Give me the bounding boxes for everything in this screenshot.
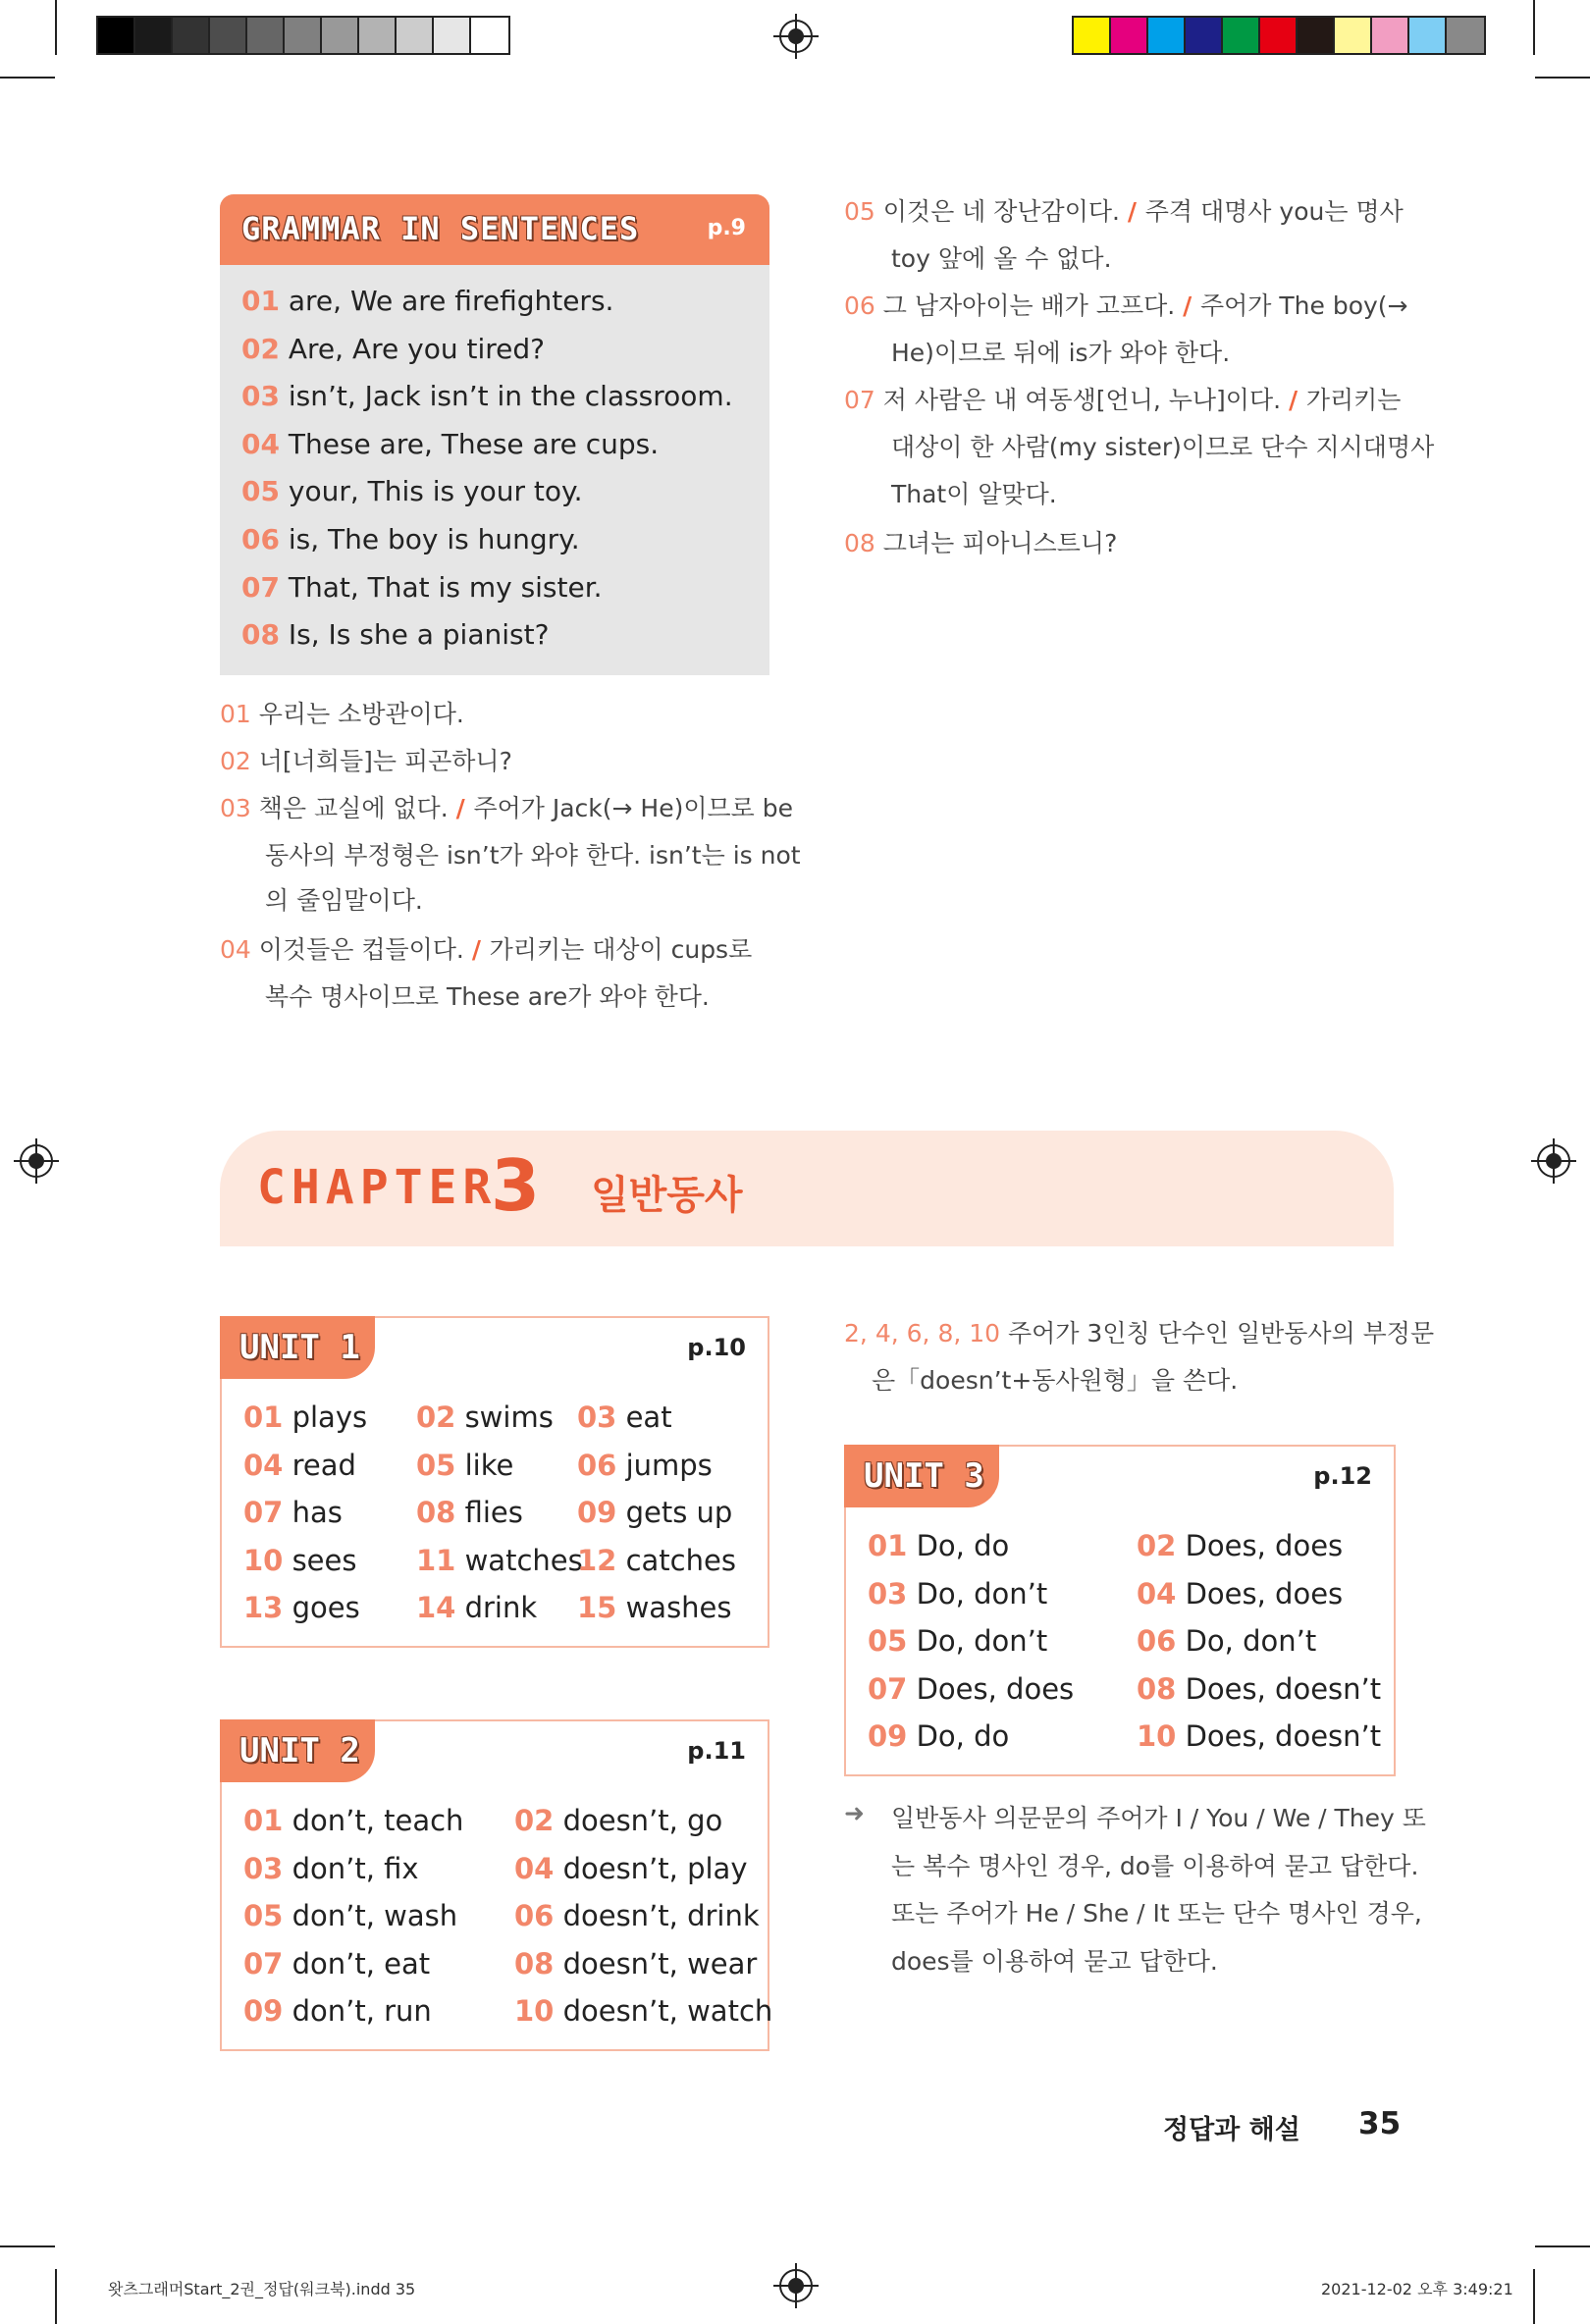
answer-text: These are, These are cups.	[288, 427, 660, 460]
answer-cell	[577, 1496, 732, 1529]
gray-swatch	[359, 18, 397, 53]
answer-text: goes	[292, 1591, 360, 1624]
item-number: 06	[514, 1899, 555, 1932]
item-number: 08	[514, 1946, 555, 1981]
note-line: 또는 주어가 He / She / It 또는 단수 명사인 경우,	[891, 1899, 1422, 1928]
item-number: 09	[577, 1496, 617, 1529]
explanation-text: 우리는 소방관이다.	[258, 700, 464, 728]
answer-text: doesn’t, watch	[562, 1994, 773, 2028]
answer-text: flies	[464, 1496, 523, 1529]
unit-label: UNIT 3	[864, 1456, 984, 1496]
item-number: 04	[514, 1851, 555, 1885]
slash-divider: /	[1127, 197, 1145, 226]
answer-cell	[514, 1947, 757, 1981]
unit-label: UNIT 1	[239, 1328, 360, 1367]
unit1-box	[220, 1316, 769, 1648]
item-number: 11	[416, 1543, 456, 1577]
answer-cell	[243, 1994, 432, 2028]
item-number: 02	[416, 1400, 456, 1434]
answer-cell	[416, 1449, 513, 1482]
answer-line	[241, 523, 580, 555]
gray-swatch	[247, 18, 285, 53]
answer-cell	[868, 1624, 1047, 1658]
answer-cell	[416, 1400, 554, 1434]
note-line: 일반동사 의문문의 주어가 I / You / We / They 또	[891, 1804, 1426, 1832]
item-number: 04	[243, 1448, 284, 1482]
slash-divider: /	[1183, 291, 1200, 320]
page-reference: p.12	[1313, 1462, 1372, 1490]
explanation-text: 주어가 Jack(→ He)이므로 be	[473, 794, 793, 822]
answer-line	[241, 475, 582, 507]
chapter-banner	[220, 1131, 1394, 1246]
explanation-line	[891, 239, 1112, 275]
color-swatch	[1260, 18, 1298, 53]
answer-text: are, We are firefighters.	[288, 285, 614, 317]
explanation-text: 복수 명사이므로 These are가 와야 한다.	[265, 982, 710, 1011]
answer-cell	[243, 1496, 343, 1529]
registration-mark-bottom	[779, 2269, 813, 2302]
answer-cell	[868, 1672, 1074, 1706]
answer-cell	[577, 1591, 732, 1624]
registration-mark-right	[1537, 1144, 1570, 1178]
item-number: 03	[577, 1400, 617, 1434]
item-number: 08	[241, 618, 280, 652]
item-number: 05	[243, 1899, 284, 1932]
answer-cell	[577, 1544, 736, 1577]
answer-cell	[868, 1529, 1009, 1562]
explanation-line	[844, 524, 1117, 559]
grammar-in-sentences-header	[220, 194, 769, 265]
gray-swatch	[397, 18, 434, 53]
answer-text: jumps	[625, 1448, 713, 1482]
chapter-title: 일반동사	[591, 1173, 743, 1218]
note-number: 2	[844, 1319, 860, 1347]
answer-text: sees	[292, 1543, 357, 1577]
item-number: 03	[241, 380, 280, 413]
answer-cell	[243, 1852, 419, 1885]
answer-text: read	[292, 1448, 356, 1482]
item-number: 05	[416, 1448, 456, 1482]
page-reference: p.9	[707, 216, 746, 240]
explanation-text: 가리키는	[1305, 386, 1402, 414]
answer-cell	[868, 1577, 1047, 1611]
unit2-note-line1	[844, 1314, 1434, 1349]
answer-text: doesn’t, drink	[562, 1899, 760, 1932]
answer-cell	[577, 1400, 672, 1434]
answer-text: Does, doesn’t	[1185, 1719, 1382, 1753]
explanation-line	[265, 836, 801, 872]
item-number: 05	[844, 197, 875, 226]
item-number: 04	[241, 427, 280, 460]
note-number: 8	[937, 1319, 954, 1347]
item-number: 10	[514, 1994, 555, 2028]
answer-cell	[514, 1994, 772, 2028]
answer-text: washes	[625, 1591, 732, 1624]
item-number: 04	[1137, 1576, 1177, 1611]
item-number: 09	[243, 1994, 284, 2028]
explanation-text: That이 알맞다.	[891, 480, 1057, 508]
item-number: 07	[868, 1671, 908, 1706]
answer-text: Does, does	[916, 1671, 1075, 1706]
file-name: 왓츠그래머Start_2권_정답(워크북).indd 35	[108, 2280, 416, 2298]
explanation-text: 책은 교실에 없다.	[258, 794, 456, 822]
color-swatch	[1298, 18, 1335, 53]
item-number: 08	[416, 1496, 456, 1529]
item-number: 04	[220, 935, 251, 964]
explanation-line	[844, 192, 1404, 228]
answer-text: has	[292, 1496, 343, 1529]
note-number: 6	[906, 1319, 923, 1347]
crop-mark	[1533, 2269, 1535, 2324]
slash-divider: /	[1289, 386, 1306, 414]
item-number: 01	[868, 1529, 908, 1562]
answer-text: Do, don’t	[916, 1576, 1048, 1611]
answer-cell	[868, 1719, 1009, 1753]
answer-text: swims	[464, 1400, 554, 1434]
explanation-text: 동사의 부정형은 isn’t가 와야 한다. isn’t는 is not	[265, 841, 801, 870]
answer-text: your, This is your toy.	[288, 475, 583, 508]
item-number: 03	[220, 794, 251, 822]
answer-line	[241, 618, 549, 651]
item-number: 07	[243, 1496, 284, 1529]
answer-cell	[1137, 1577, 1343, 1611]
explanation-text: 너[너희들]는 피곤하니?	[258, 747, 512, 775]
explanation-text: toy 앞에 올 수 없다.	[891, 244, 1112, 273]
item-number: 03	[243, 1851, 284, 1885]
chapter-number: 3	[491, 1144, 541, 1227]
answer-cell	[243, 1899, 457, 1932]
answer-text: doesn’t, wear	[562, 1946, 758, 1981]
item-number: 08	[844, 529, 875, 557]
answer-text: don’t, fix	[292, 1851, 419, 1885]
item-number: 06	[577, 1448, 617, 1482]
gray-swatch	[173, 18, 210, 53]
explanation-text: 이것들은 컵들이다.	[258, 935, 472, 964]
item-number: 03	[868, 1576, 908, 1611]
item-number: 02	[1137, 1529, 1177, 1562]
answer-text: Does, doesn’t	[1185, 1671, 1382, 1706]
page-number: 35	[1358, 2106, 1402, 2141]
color-swatch	[1447, 18, 1484, 53]
note-line: 는 복수 명사인 경우, do를 이용하여 묻고 답한다.	[891, 1851, 1419, 1880]
unit1-tab	[220, 1316, 375, 1379]
explanation-text: He)이므로 뒤에 is가 와야 한다.	[891, 339, 1231, 367]
answer-text: isn’t, Jack isn’t in the classroom.	[288, 380, 733, 413]
explanation-text: 대상이 한 사람(my sister)이므로 단수 지시대명사	[891, 433, 1435, 461]
explanation-text: 그 남자아이는 배가 고프다.	[882, 291, 1184, 320]
section-title: GRAMMAR IN SENTENCES	[241, 210, 640, 247]
answer-text: That, That is my sister.	[288, 570, 603, 604]
answer-cell	[577, 1449, 713, 1482]
page-reference: p.11	[687, 1737, 746, 1765]
answer-cell	[416, 1496, 523, 1529]
answer-text: Do, do	[916, 1719, 1010, 1753]
color-swatch	[1186, 18, 1223, 53]
item-number: 01	[243, 1400, 284, 1434]
explanation-line	[891, 428, 1434, 463]
color-swatch	[1148, 18, 1186, 53]
explanation-text: 주어가 The boy(→	[1200, 291, 1408, 320]
item-number: 02	[241, 332, 280, 365]
answer-cell	[243, 1449, 356, 1482]
color-swatch	[1372, 18, 1409, 53]
answer-cell	[514, 1804, 722, 1837]
explanation-text: 그녀는 피아니스트니?	[882, 529, 1118, 557]
crop-mark	[1533, 0, 1535, 55]
item-number: 07	[241, 570, 280, 604]
explanation-text: 이것은 네 장난감이다.	[882, 197, 1128, 226]
answer-cell	[243, 1591, 360, 1624]
answer-text: Do, do	[916, 1529, 1010, 1562]
slash-divider: /	[455, 794, 474, 822]
color-swatch	[1335, 18, 1372, 53]
grammar-in-sentences-box	[220, 194, 769, 675]
gray-swatch	[322, 18, 359, 53]
gray-swatch	[98, 18, 135, 53]
color-swatch	[1111, 18, 1148, 53]
answer-cell	[514, 1852, 747, 1885]
note-text: 주어가 3인칭 단수인 일반동사의 부정문	[1008, 1319, 1435, 1347]
answer-line	[241, 571, 603, 604]
item-number: 02	[514, 1804, 555, 1837]
gray-swatch	[135, 18, 173, 53]
answer-cell	[243, 1400, 367, 1434]
answer-cell	[416, 1544, 583, 1577]
crop-mark	[0, 77, 55, 79]
explanation-line	[844, 287, 1408, 322]
arrow-icon: ➜	[844, 1799, 865, 1827]
answer-text: catches	[625, 1543, 736, 1577]
gray-swatch	[285, 18, 322, 53]
answer-text: doesn’t, play	[562, 1851, 748, 1885]
item-number: 09	[868, 1719, 908, 1753]
item-number: 10	[1137, 1719, 1177, 1753]
item-number: 02	[220, 747, 251, 775]
answer-text: doesn’t, go	[562, 1804, 723, 1837]
item-number: 06	[241, 523, 280, 555]
answer-cell	[416, 1591, 537, 1624]
answer-text: Do, don’t	[916, 1624, 1048, 1658]
note-number: 4	[874, 1319, 891, 1347]
answer-line	[241, 380, 733, 412]
color-swatch	[1223, 18, 1260, 53]
crop-mark	[55, 2269, 57, 2324]
color-swatch	[1409, 18, 1447, 53]
answer-text: watches	[464, 1543, 583, 1577]
registration-mark-left	[20, 1144, 53, 1178]
answer-cell	[243, 1544, 356, 1577]
print-timestamp: 2021-12-02 오후 3:49:21	[1321, 2280, 1513, 2298]
color-swatch	[1074, 18, 1111, 53]
item-number: 12	[577, 1543, 617, 1577]
explanation-line	[220, 789, 793, 824]
answer-cell	[1137, 1529, 1343, 1562]
answer-cell	[1137, 1719, 1381, 1753]
answer-text: plays	[292, 1400, 368, 1434]
note-number: 10	[969, 1319, 1001, 1347]
unit2-note-line2: 은「doesn’t+동사원형」을 쓴다.	[872, 1366, 1239, 1395]
item-number: 05	[868, 1624, 908, 1658]
answer-line	[241, 285, 613, 317]
explanation-text: 의 줄임말이다.	[265, 886, 423, 915]
answer-cell	[1137, 1672, 1381, 1706]
answer-text: Are, Are you tired?	[288, 332, 545, 365]
gray-swatch	[471, 18, 508, 53]
explanation-line	[891, 334, 1230, 369]
answer-text: drink	[464, 1591, 538, 1624]
item-number: 05	[241, 475, 280, 508]
explanation-line	[220, 930, 752, 966]
explanation-line	[844, 381, 1401, 416]
explanation-line	[220, 695, 464, 730]
explanation-text: 가리키는 대상이 cups로	[489, 935, 753, 964]
crop-mark	[1535, 2245, 1590, 2247]
answer-text: Does, does	[1185, 1576, 1344, 1611]
explanation-line	[891, 475, 1057, 510]
answer-text: don’t, teach	[292, 1804, 464, 1837]
crop-mark	[1535, 77, 1590, 79]
unit3-tab	[844, 1445, 999, 1507]
item-number: 10	[243, 1543, 284, 1577]
crop-mark	[55, 0, 57, 55]
answer-text: like	[464, 1448, 514, 1482]
explanation-line	[220, 742, 512, 777]
gray-color-bar	[96, 16, 510, 55]
unit2-tab	[220, 1719, 375, 1782]
answer-text: don’t, wash	[292, 1899, 458, 1932]
answer-text: don’t, run	[292, 1994, 432, 2028]
slash-divider: /	[471, 935, 490, 964]
answer-text: Do, don’t	[1185, 1624, 1317, 1658]
answer-text: gets up	[625, 1496, 733, 1529]
unit3-box	[844, 1445, 1396, 1776]
section-label: 정답과 해설	[1163, 2115, 1300, 2145]
note-numbers: 2, 4, 6, 8, 10	[844, 1319, 1001, 1347]
gray-swatch	[210, 18, 247, 53]
item-number: 13	[243, 1591, 284, 1624]
explanation-line	[265, 881, 423, 917]
answer-text: Is, Is she a pianist?	[288, 618, 550, 652]
answer-text: eat	[625, 1400, 672, 1434]
explanation-text: 주격 대명사 you는 명사	[1144, 197, 1404, 226]
explanation-line	[265, 977, 710, 1013]
item-number: 01	[241, 285, 280, 317]
page-reference: p.10	[687, 1334, 746, 1361]
process-color-bar	[1072, 16, 1486, 55]
item-number: 07	[243, 1946, 284, 1981]
answer-cell	[243, 1947, 430, 1981]
answer-line	[241, 428, 659, 460]
item-number: 01	[220, 700, 251, 728]
answer-text: Does, does	[1185, 1529, 1344, 1562]
item-number: 06	[844, 291, 875, 320]
answer-text: don’t, eat	[292, 1946, 431, 1981]
answer-line	[241, 333, 545, 365]
registration-mark-top	[779, 20, 813, 53]
chapter-word: CHAPTER	[257, 1160, 498, 1215]
item-number: 07	[844, 386, 875, 414]
item-number: 01	[243, 1804, 284, 1837]
item-number: 14	[416, 1591, 456, 1624]
crop-mark	[0, 2245, 55, 2247]
note-line: does를 이용하여 묻고 답한다.	[891, 1946, 1218, 1976]
unit-label: UNIT 2	[239, 1731, 360, 1770]
item-number: 08	[1137, 1671, 1177, 1706]
gray-swatch	[434, 18, 471, 53]
unit2-box	[220, 1719, 773, 2051]
answer-cell	[243, 1804, 463, 1837]
answer-cell	[1137, 1624, 1316, 1658]
answer-cell	[514, 1899, 760, 1932]
item-number: 06	[1137, 1624, 1177, 1658]
explanation-text: 저 사람은 내 여동생[언니, 누나]이다.	[882, 386, 1290, 414]
answer-text: is, The boy is hungry.	[288, 523, 580, 555]
item-number: 15	[577, 1591, 617, 1624]
